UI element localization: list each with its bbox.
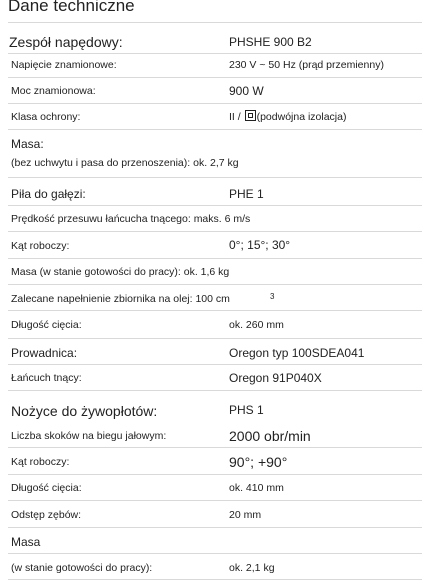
saw-angle-value: 0°; 15°; 30° xyxy=(229,238,291,252)
divider xyxy=(8,500,422,501)
protection-class-suffix: (podwójna izolacja) xyxy=(256,111,347,123)
voltage-value: 230 V ~ 50 Hz (prąd przemienny) xyxy=(229,59,384,71)
shears-heading-label: Nożyce do żywopłotów: xyxy=(11,403,158,419)
page-title: Dane techniczne xyxy=(8,0,135,15)
divider xyxy=(8,338,422,339)
divider xyxy=(8,77,422,78)
voltage-label: Napięcie znamionowe: xyxy=(11,59,117,71)
saw-angle-label: Kąt roboczy: xyxy=(11,240,70,252)
drive-mass-detail: (bez uchwytu i pasa do przenoszenia): ok. 2,7 kg xyxy=(11,157,239,169)
oil-capacity-unit-sup: 3 xyxy=(270,292,275,301)
saw-cut-label: Długość cięcia: xyxy=(11,319,82,331)
divider xyxy=(8,205,422,206)
shears-cut-label: Długość cięcia: xyxy=(11,482,82,494)
chain-speed: Prędkość przesuwu łańcucha tnącego: maks. 6 m/s xyxy=(11,213,251,225)
divider xyxy=(8,22,422,23)
shears-mass-label: Masa xyxy=(11,535,41,549)
shears-cut-value: ok. 410 mm xyxy=(229,482,284,494)
divider xyxy=(8,527,422,528)
divider xyxy=(8,231,422,232)
divider xyxy=(8,310,422,311)
tooth-gap-label: Odstęp zębów: xyxy=(11,509,82,521)
divider xyxy=(8,129,422,130)
divider xyxy=(8,103,422,104)
protection-class-value xyxy=(229,110,346,123)
divider xyxy=(8,579,422,580)
saw-heading-label: Piła do gałęzi: xyxy=(11,187,86,201)
shears-mass-detail-label: (w stanie gotowości do pracy): xyxy=(11,562,153,574)
divider xyxy=(8,447,422,448)
divider xyxy=(8,364,422,365)
shears-angle-label: Kąt roboczy: xyxy=(11,456,70,468)
guide-bar-value: Oregon typ 100SDEA041 xyxy=(229,346,365,360)
drive-heading-value: PHSHE 900 B2 xyxy=(229,35,312,49)
drive-mass-label: Masa: xyxy=(11,137,44,151)
shears-mass-detail-value: ok. 2,1 kg xyxy=(229,562,275,574)
shears-heading-value: PHS 1 xyxy=(229,403,264,417)
tooth-gap-value: 20 mm xyxy=(229,509,262,521)
saw-heading-value: PHE 1 xyxy=(229,187,264,201)
chain-label: Łańcuch tnący: xyxy=(11,372,82,384)
divider xyxy=(8,177,422,178)
idle-strokes-value: 2000 obr/min xyxy=(229,428,311,444)
saw-cut-value: ok. 260 mm xyxy=(229,319,284,331)
divider xyxy=(8,258,422,259)
protection-class-label: Klasa ochrony: xyxy=(11,111,81,123)
divider xyxy=(8,53,422,54)
drive-heading-label: Zespół napędowy: xyxy=(9,34,123,50)
saw-mass: Masa (w stanie gotowości do pracy): ok. 1,6 kg xyxy=(11,266,230,278)
divider xyxy=(8,553,422,554)
oil-capacity: Zalecane napełnienie zbiornika na olej: 100 cm xyxy=(11,293,230,305)
idle-strokes-label: Liczba skoków na biegu jałowym: xyxy=(11,430,167,442)
divider xyxy=(8,390,422,391)
divider xyxy=(8,474,422,475)
shears-angle-value: 90°; +90° xyxy=(229,454,288,470)
guide-bar-label: Prowadnica: xyxy=(11,346,78,360)
chain-value: Oregon 91P040X xyxy=(229,371,322,385)
double-insulation-icon xyxy=(245,110,256,121)
divider xyxy=(8,284,422,285)
protection-class-prefix: II / xyxy=(229,111,241,123)
power-value: 900 W xyxy=(229,84,264,98)
power-label: Moc znamionowa: xyxy=(11,85,96,97)
